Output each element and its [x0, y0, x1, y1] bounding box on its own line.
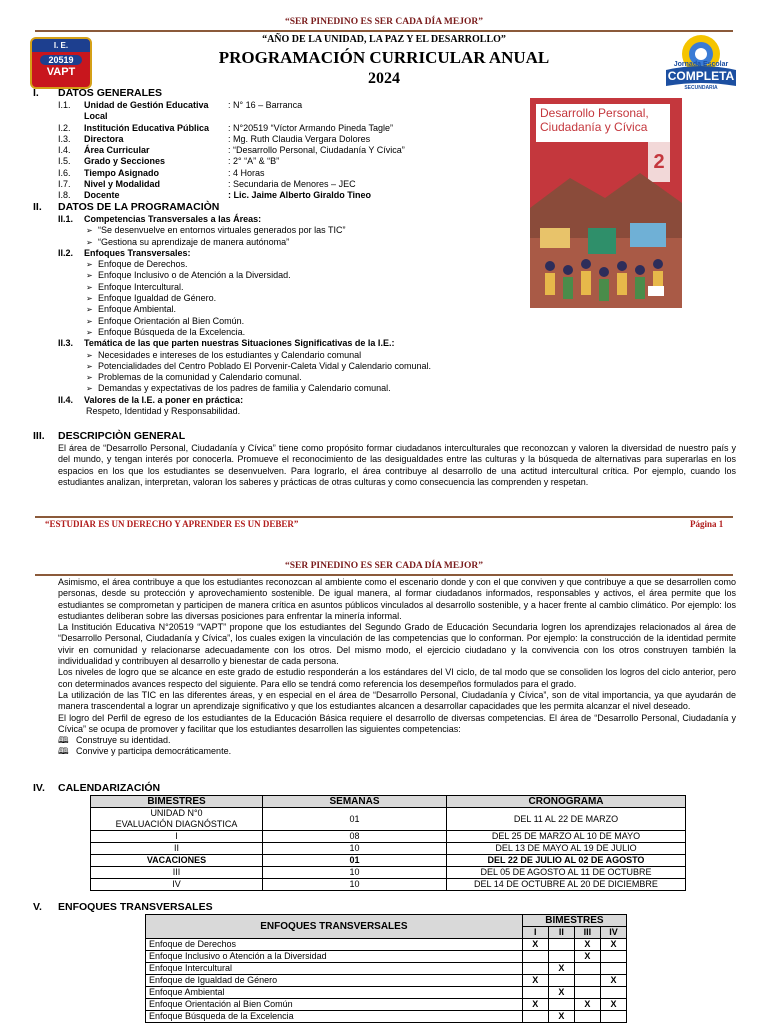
paragraph: Los niveles de logro que se alcance en este grado de estudio responderán a los estándares del VI ciclo, de tal modo que se consoliden los logros del ciclo anterior, pero con determinados avances respecto del siguiente. Para ello se tendrá como referencia los desempeños formulados para el grado. — [58, 667, 736, 689]
valores-title: Valores de la I.E. a poner en práctica: — [84, 394, 244, 405]
section1-num: I. — [33, 87, 39, 99]
jornada-escolar-logo: Jornada Escolar COMPLETA SECUNDARIA — [662, 32, 740, 94]
list-item: ➢ Enfoque de Derechos. — [86, 259, 718, 270]
header-motto-page2: “SER PINEDINO ES SER CADA DÍA MEJOR” — [285, 561, 483, 571]
footer-rule — [35, 516, 733, 518]
list-item: ➢ Necesidades e intereses de los estudiantes y Calendario comunal — [86, 350, 718, 361]
table-row: I 08 DEL 25 DE MARZO AL 10 DE MAYO — [91, 831, 686, 843]
table-row: Enfoque Intercultural X — [146, 963, 627, 975]
datos-row: I.3. Directora : Mg. Ruth Claudia Vergara Dolores — [58, 133, 371, 144]
section3-num: III. — [33, 430, 45, 442]
table-row: III 10 DEL 05 DE AGOSTO AL 11 DE OCTUBRE — [91, 867, 686, 879]
section4-num: IV. — [33, 782, 45, 794]
list-item: ➢ Enfoque Igualdad de Género. — [86, 293, 718, 304]
table-row: Enfoque Ambiental X — [146, 987, 627, 999]
competencia-item: 🕮 Construye su identidad. — [58, 735, 171, 746]
page-number: Página 1 — [690, 519, 724, 529]
list-item: ➢ Enfoque Intercultural. — [86, 282, 718, 293]
list-item: ➢ Enfoque Búsqueda de la Excelencia. — [86, 327, 718, 338]
list-item: ➢ “Se desenvuelve en entornos virtuales generados por las TIC” — [86, 225, 718, 236]
paragraph: La Institución Educativa N°20519 “VAPT” propone que los estudiantes del Segundo Grado de Educación Secundaria logren los aprendizajes relacionados al área de “Desarrollo Personal, Ciudadanía y Cívica”, los cuales exigen la vinculación de las competencias que lo conforman. Por ejemplo: la construcción de la identidad permite vivir en comunidad y relacionarse adecuadamente con los otros. Del mismo modo, el ejercicio ciudadano y la convivencia con los otros construyen también la individualidad y contribuyen al desarrollo y bienestar de cada persona. — [58, 622, 736, 667]
competencia-item: 🕮 Convive y participa democráticamente. — [58, 746, 232, 757]
section3-title: DESCRIPCIÒN GENERAL — [58, 430, 186, 442]
list-item: ➢ Demandas y expectativas de los padres de familia y Calendario comunal. — [86, 383, 718, 394]
datos-row: I.1. Unidad de Gestión Educativa Local : N° 16 – Barranca — [58, 100, 303, 122]
section5-title: ENFOQUES TRANSVERSALES — [58, 901, 213, 913]
datos-row: I.6. Tiempo Asignado : 4 Horas — [58, 167, 265, 178]
page2-text — [58, 577, 736, 758]
list-item: ➢ Potencialidades del Centro Poblado El Porvenir-Caleta Vidal y Calendario comunal. — [86, 361, 718, 372]
school-logo: I. E. 20519 VAPT — [30, 37, 92, 89]
enfoques-transversales-title: Enfoques Transversales: — [84, 247, 191, 258]
datos-row: I.5. Grado y Secciones : 2° “A” & “B” — [58, 156, 280, 167]
table-row: IV 10 DEL 14 DE OCTUBRE AL 20 DE DICIEMBRE — [91, 879, 686, 891]
table-row: Enfoque de Derechos X X X — [146, 939, 627, 951]
paragraph: Asimismo, el área contribuye a que los estudiantes reconozcan al ambiente como el escenario donde y con el que conviven y que contribuye a que se desarrollen como personas, desde su protección y aprovechamiento sostenible. De igual manera, al formar ciudadanos informados, responsables y activos, el área permite que los estudiantes se comprometan y participen de manera crítica en asuntos públicos vinculados al desarrollo sostenible, y a hacer frente al cambio climático. Por ejemplo: los estudiantes deliberan sobre las diversas posiciones para enfrentar la minería informal. — [58, 577, 736, 621]
enfoques-list — [58, 259, 718, 338]
section5-num: V. — [33, 901, 42, 913]
section1-title: DATOS GENERALES — [58, 87, 163, 99]
book-icon: 🕮 — [58, 735, 69, 746]
enfoques-table: ENFOQUES TRANSVERSALES BIMESTRES I II III IV Enfoque de Derechos X X X Enfoque Inclusivo o Atención a la Diversidad X Enfoque Intercultural X Enfoque de Igualdad de Género X X Enfoque Ambiental X Enfoque Orientación al Bien Común X X X Enfoque Búsqueda de la Excelencia X — [145, 914, 627, 1023]
table-row: Enfoque Búsqueda de la Excelencia X — [146, 1011, 627, 1023]
datos-generales-list — [58, 100, 528, 202]
footer-motto: “ESTUDIAR ES UN DERECHO Y APRENDER ES UN DEBER” — [45, 519, 299, 529]
table-row: Enfoque Orientación al Bien Común X X X — [146, 999, 627, 1011]
doc-year: 2024 — [368, 70, 400, 87]
year-motto: “AÑO DE LA UNIDAD, LA PAZ Y EL DESARROLLO” — [262, 34, 506, 45]
list-item: ➢ Enfoque Inclusivo o de Atención a la Diversidad. — [86, 270, 718, 281]
table-row: UNIDAD N°0 EVALUACIÓN DIAGNÓSTICA 01 DEL 11 AL 22 DE MARZO — [91, 808, 686, 831]
header-motto: “SER PINEDINO ES SER CADA DÍA MEJOR” — [285, 17, 483, 27]
table-row: II 10 DEL 13 DE MAYO AL 19 DE JULIO — [91, 843, 686, 855]
book-icon: 🕮 — [58, 746, 69, 757]
datos-row: I.8. Docente : Lic. Jaime Alberto Giraldo Tineo — [58, 190, 372, 201]
list-item: ➢ Problemas de la comunidad y Calendario comunal. — [86, 372, 718, 383]
doc-title: PROGRAMACIÓN CURRICULAR ANUAL — [218, 48, 550, 67]
competencias-list — [58, 225, 718, 248]
section2-num: II. — [33, 201, 42, 213]
datos-row: I.2. Institución Educativa Pública : N°20519 “Víctor Armando Pineda Tagle” — [58, 122, 394, 133]
list-item: ➢ Enfoque Orientación al Bien Común. — [86, 316, 718, 327]
tematica-title: Temática de las que parten nuestras Situaciones Significativas de la I.E.: — [84, 338, 395, 349]
header-rule-page2 — [35, 574, 733, 576]
section4-title: CALENDARIZACIÓN — [58, 782, 161, 794]
datos-row: I.4. Área Curricular : “Desarrollo Personal, Ciudadanía Y Cívica” — [58, 145, 405, 156]
valores-text: Respeto, Identidad y Responsabilidad. — [86, 406, 241, 417]
descripcion-paragraph: El área de “Desarrollo Personal, Ciudadanía y Cívica” tiene como propósito formar ciudadanos interculturales que reconozcan y valoren la diversidad de nuestro país y del mundo, y tengan interés por conocerla. Promueve el reconocimiento de las desigualdades entre las culturas y la búsqueda de alternativas para superarlas en los espacios en los que los estudiantes se desenvuelven. Para lograrlo, el área contribuye al desarrollo de una actitud intercultural crítica. Por ejemplo, cuando los estudiantes analizan, interpretan, valoran los saberes y prácticas de otras culturas y como consecuencia las comprenden y respetan. — [58, 443, 736, 487]
table-row: VACACIONES 01 DEL 22 DE JULIO AL 02 DE AGOSTO — [91, 855, 686, 867]
list-item: ➢ Enfoque Ambiental. — [86, 304, 718, 315]
calendarizacion-table: BIMESTRES SEMANAS CRONOGRAMA UNIDAD N°0 EVALUACIÓN DIAGNÓSTICA 01 DEL 11 AL 22 DE MARZO I 08 DEL 25 DE MARZO AL 10 DE MAYO II 10 DEL 13 DE MAYO AL 19 DE JULIO VACACIONES 01 DEL 22 DE JULIO AL 02 DE AGOSTO III 10 DEL 05 DE AGOSTO AL 11 DE OCTUBRE IV 10 DEL 14 DE OCTUBRE AL 20 DE DICIEMBRE — [90, 795, 686, 891]
section2-title: DATOS DE LA PROGRAMACIÒN — [58, 201, 220, 213]
header-rule — [35, 30, 733, 32]
paragraph: El logro del Perfil de egreso de los estudiantes de la Educación Básica requiere el desarrollo de diversas competencias. El área de “Desarrollo Personal, Ciudadanía y Cívica” se ocupa de promover y facilitar que los estudiantes desarrollen las siguientes competencias: — [58, 712, 736, 734]
list-item: ➢ “Gestiona su aprendizaje de manera autónoma” — [86, 237, 718, 248]
programacion-block: II.1. Competencias Transversales a las Áreas: ➢ “Se desenvuelve en entornos virtuales generados por las TIC” ➢ “Gestiona su aprendizaje de manera autónoma” II.2. Enfoques Transversales: ➢ Enfoque de Derechos. ➢ Enfoque Inclusivo o de Atención a la Diversidad. ➢ Enfoque Intercultural. ➢ Enfoque Igualdad de Género. ➢ Enfoque Ambiental. ➢ Enfoque Orientación al Bien Común. ➢ Enfoque Búsqueda de la Excelencia. II.3. Temática de las que parten nuestras Situaciones Significativas de la I.E.: ➢ Necesidades e intereses de los estudiantes y Calendario comunal ➢ Potencialidades del Centro Poblado El Porvenir-Caleta Vidal y Calendario comunal. ➢ Problemas de la comunidad y Calendario comunal. ➢ Demandas y expectativas de los padres de familia y Calendario comunal. II.4. Valores de la I.E. a poner en práctica: Respeto, Identidad y Responsabilidad. — [58, 214, 718, 417]
competencias-transversales-title: Competencias Transversales a las Áreas: — [84, 214, 262, 224]
tematica-list — [58, 350, 718, 395]
table-row: Enfoque de Igualdad de Género X X — [146, 975, 627, 987]
table-row: Enfoque Inclusivo o Atención a la Diversidad X — [146, 951, 627, 963]
datos-row: I.7. Nivel y Modalidad : Secundaria de Menores – JEC — [58, 179, 356, 190]
textbook-cover-image: Desarrollo Personal, Ciudadanía y Cívica 2 — [530, 98, 682, 308]
paragraph: La utilización de las TIC en las diferentes áreas, y en especial en el área de “Desarrollo Personal, Ciudadanía y Cívica”, son de vital importancia, ya que ayudarán de manera trascendental a lograr un aprendizaje significativo y que los estudiantes alcancen a desarrollar capacidades que les permita alcanzar el nivel deseado. — [58, 689, 736, 712]
